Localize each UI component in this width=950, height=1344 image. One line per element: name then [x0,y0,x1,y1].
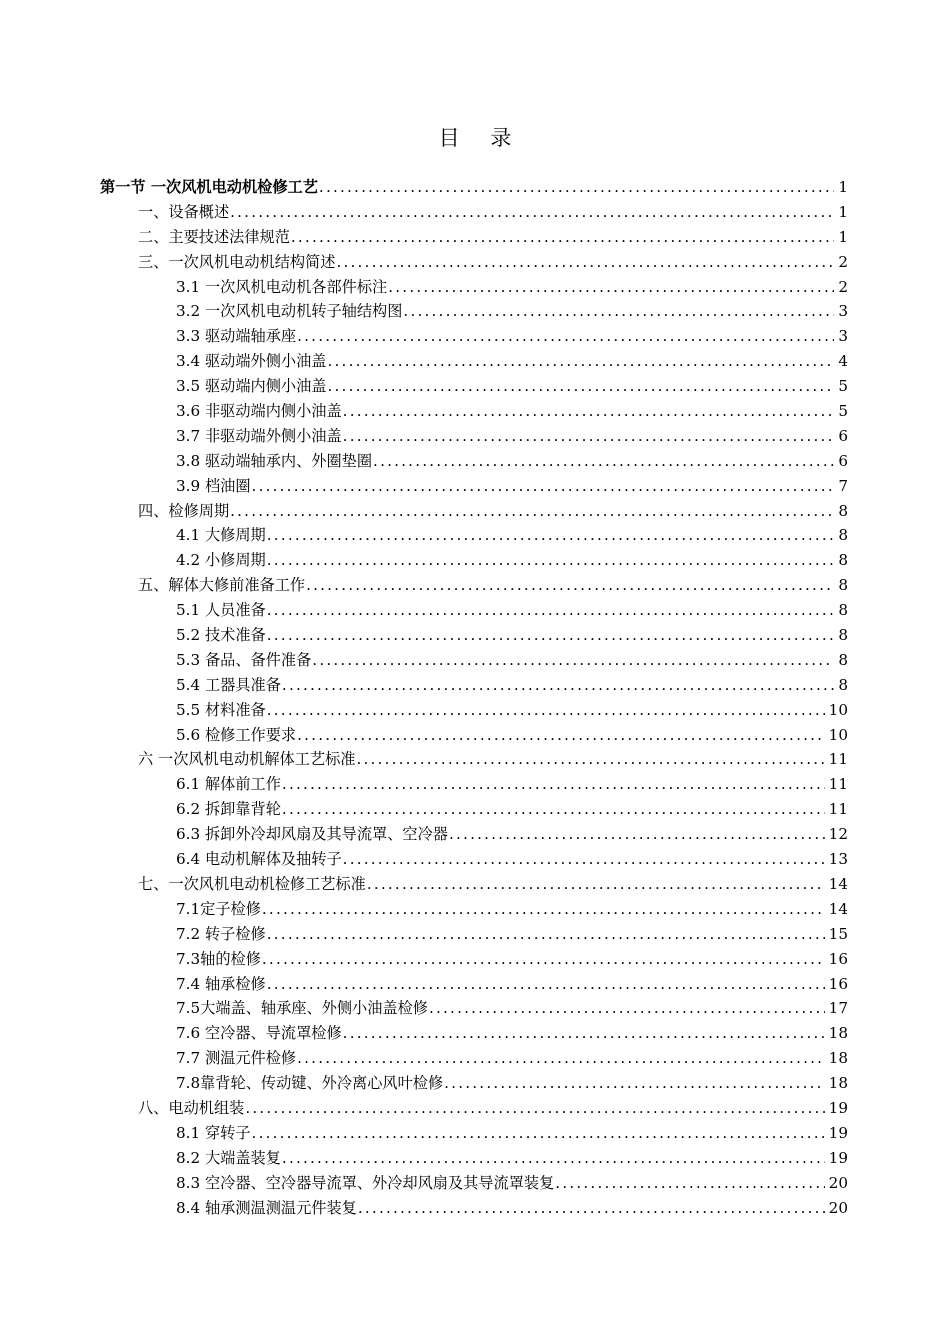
toc-entry[interactable] [100,598,848,623]
toc-page-number: 6 [838,426,848,445]
toc-entry[interactable] [100,723,848,748]
toc-page-number: 1 [838,227,848,246]
toc-entry[interactable] [100,897,848,922]
toc-page-number: 18 [828,1049,848,1068]
toc-dot-leader [282,1146,825,1171]
toc-page-number: 14 [828,874,848,893]
toc-page-number: 1 [838,202,848,221]
toc-entry[interactable] [100,474,848,499]
toc-entry-title: 3.9 档油圈 [176,476,251,495]
toc-entry-title: 7.1定子检修 [176,899,261,918]
toc-entry[interactable] [100,1146,848,1171]
toc-entry[interactable] [100,175,848,200]
toc-page-number: 1 [838,178,848,196]
toc-entry-title: 7.3轴的检修 [176,949,261,968]
toc-page-number: 2 [838,277,848,296]
table-of-contents [100,175,848,1220]
toc-entry[interactable] [100,698,848,723]
toc-dot-leader [358,1196,825,1221]
toc-page-number: 16 [828,974,848,993]
toc-entry[interactable] [100,648,848,673]
toc-entry-title: 3.2 一次风机电动机转子轴结构图 [176,302,403,321]
toc-entry-title: 7.5大端盖、轴承座、外侧小油盖检修 [176,999,428,1018]
toc-entry[interactable] [100,548,848,573]
toc-dot-leader [356,747,824,772]
toc-entry[interactable] [100,1121,848,1146]
toc-dot-leader [245,1096,824,1121]
toc-dot-leader [403,299,834,324]
toc-dot-leader [373,449,834,474]
toc-entry[interactable] [100,399,848,424]
toc-entry[interactable] [100,822,848,847]
toc-entry[interactable] [100,200,848,225]
toc-entry-title: 7.2 转子检修 [176,924,266,943]
toc-entry-title: 3.1 一次风机电动机各部件标注 [176,277,388,296]
toc-dot-leader [444,1071,825,1096]
toc-dot-leader [306,573,834,598]
toc-entry[interactable] [100,922,848,947]
toc-entry[interactable] [100,349,848,374]
toc-dot-leader [388,275,834,300]
toc-page-number: 8 [838,576,848,595]
toc-dot-leader [327,349,834,374]
toc-dot-leader [555,1171,824,1196]
toc-entry[interactable] [100,872,848,897]
toc-dot-leader [267,523,835,548]
toc-dot-leader [230,499,834,524]
toc-dot-leader [367,872,825,897]
toc-entry[interactable] [100,797,848,822]
toc-entry[interactable] [100,1171,848,1196]
toc-dot-leader [343,1021,825,1046]
toc-page-number: 7 [838,476,848,495]
toc-entry-title: 3.4 驱动端外侧小油盖 [176,352,327,371]
toc-dot-leader [262,947,825,972]
toc-page-number: 3 [838,302,848,321]
toc-entry-title: 8.3 空冷器、空冷器导流罩、外冷却风扇及其导流罩装复 [176,1173,555,1192]
toc-dot-leader [449,822,825,847]
toc-entry-title: 二、主要技述法律规范 [138,227,290,246]
toc-page-number: 8 [838,675,848,694]
toc-dot-leader [319,175,834,200]
toc-dot-leader [252,474,835,499]
toc-dot-leader [297,324,834,349]
toc-dot-leader [282,772,825,797]
toc-page-number: 16 [828,949,848,968]
toc-dot-leader [343,847,825,872]
toc-entry[interactable] [100,573,848,598]
toc-entry[interactable] [100,1196,848,1221]
toc-entry-title: 八、电动机组装 [138,1098,245,1117]
toc-page-number: 2 [838,252,848,271]
toc-dot-leader [267,972,825,997]
toc-entry[interactable] [100,324,848,349]
toc-entry[interactable] [100,772,848,797]
toc-entry[interactable] [100,424,848,449]
toc-page-number: 11 [828,750,848,769]
toc-entry[interactable] [100,947,848,972]
toc-page-number: 11 [828,775,848,794]
toc-page-number: 8 [838,551,848,570]
toc-page-number: 8 [838,501,848,520]
toc-entry[interactable] [100,847,848,872]
toc-entry[interactable] [100,299,848,324]
toc-dot-leader [343,399,835,424]
toc-entry-title: 7.6 空冷器、导流罩检修 [176,1024,342,1043]
toc-entry[interactable] [100,1046,848,1071]
toc-entry[interactable] [100,972,848,997]
toc-page-number: 12 [828,825,848,844]
toc-dot-leader [312,648,834,673]
toc-entry-title: 七、一次风机电动机检修工艺标准 [138,874,366,893]
toc-entry[interactable] [100,225,848,250]
toc-dot-leader [343,424,835,449]
toc-page-number: 18 [828,1074,848,1093]
toc-page-number: 15 [828,924,848,943]
toc-dot-leader [291,225,834,250]
toc-dot-leader [282,797,825,822]
toc-dot-leader [267,922,825,947]
toc-dot-leader [282,673,834,698]
toc-page-number: 13 [828,850,848,869]
toc-entry-title: 3.7 非驱动端外侧小油盖 [176,426,342,445]
toc-dot-leader [252,1121,825,1146]
toc-entry-title: 5.6 检修工作要求 [176,725,297,744]
toc-entry[interactable] [100,1071,848,1096]
toc-page-number: 5 [838,402,848,421]
toc-dot-leader [267,698,825,723]
toc-page-number: 3 [838,327,848,346]
toc-entry-title: 8.2 大端盖装复 [176,1148,281,1167]
toc-entry-title: 7.8靠背轮、传动键、外冷离心风叶检修 [176,1074,444,1093]
toc-entry[interactable] [100,449,848,474]
toc-entry-title: 8.1 穿转子 [176,1123,251,1142]
toc-page-number: 8 [838,526,848,545]
toc-dot-leader [327,374,834,399]
toc-entry-title: 7.7 测温元件检修 [176,1049,297,1068]
toc-dot-leader [262,897,825,922]
toc-entry-title: 6.2 拆卸靠背轮 [176,800,281,819]
toc-entry-title: 5.3 备品、备件准备 [176,650,312,669]
page-title: 目 录 [438,126,524,150]
toc-entry-title: 一、设备概述 [138,202,230,221]
toc-page-number: 5 [838,377,848,396]
toc-page-number: 6 [838,451,848,470]
toc-page-number: 19 [828,1148,848,1167]
toc-entry-title: 8.4 轴承测温测温元件装复 [176,1198,357,1217]
toc-dot-leader [267,548,835,573]
toc-page-number: 10 [828,700,848,719]
toc-dot-leader [267,598,835,623]
toc-entry-title: 5.1 人员准备 [176,601,266,620]
toc-page-number: 11 [828,800,848,819]
toc-entry-title: 5.4 工器具准备 [176,675,281,694]
toc-entry[interactable] [100,623,848,648]
toc-entry[interactable] [100,996,848,1021]
toc-page-number: 19 [828,1098,848,1117]
toc-entry[interactable] [100,374,848,399]
toc-entry-title: 六 一次风机电动机解体工艺标准 [138,750,356,769]
toc-page-number: 14 [828,899,848,918]
toc-entry-title: 第一节 一次风机电动机检修工艺 [100,178,318,196]
toc-entry-title: 三、一次风机电动机结构简述 [138,252,336,271]
toc-entry[interactable] [100,275,848,300]
toc-entry[interactable] [100,1096,848,1121]
toc-entry[interactable] [100,499,848,524]
toc-entry[interactable] [100,747,848,772]
toc-entry-title: 5.5 材料准备 [176,700,266,719]
toc-page-number: 18 [828,1024,848,1043]
toc-entry-title: 3.5 驱动端内侧小油盖 [176,377,327,396]
toc-dot-leader [429,996,825,1021]
toc-dot-leader [336,250,834,275]
toc-page-number: 8 [838,601,848,620]
toc-page-number: 17 [828,999,848,1018]
toc-entry-title: 6.4 电动机解体及抽转子 [176,850,342,869]
toc-page-number: 20 [828,1173,848,1192]
toc-entry-title: 3.3 驱动端轴承座 [176,327,297,346]
toc-page-number: 8 [838,650,848,669]
toc-page-number: 19 [828,1123,848,1142]
toc-entry-title: 3.8 驱动端轴承内、外圈垫圈 [176,451,373,470]
toc-entry[interactable] [100,1021,848,1046]
toc-entry-title: 6.1 解体前工作 [176,775,281,794]
toc-dot-leader [267,623,835,648]
toc-entry-title: 3.6 非驱动端内侧小油盖 [176,402,342,421]
toc-entry[interactable] [100,673,848,698]
toc-entry-title: 4.1 大修周期 [176,526,266,545]
toc-dot-leader [297,723,825,748]
toc-dot-leader [297,1046,825,1071]
toc-entry-title: 四、检修周期 [138,501,230,520]
toc-entry[interactable] [100,523,848,548]
toc-entry-title: 五、解体大修前准备工作 [138,576,306,595]
toc-entry-title: 6.3 拆卸外冷却风扇及其导流罩、空冷器 [176,825,448,844]
toc-entry-title: 4.2 小修周期 [176,551,266,570]
toc-page-number: 10 [828,725,848,744]
toc-page-number: 20 [828,1198,848,1217]
toc-page-number: 4 [838,352,848,371]
toc-entry-title: 7.4 轴承检修 [176,974,266,993]
toc-page-number: 8 [838,626,848,645]
toc-dot-leader [230,200,834,225]
toc-entry[interactable] [100,250,848,275]
toc-entry-title: 5.2 技术准备 [176,626,266,645]
